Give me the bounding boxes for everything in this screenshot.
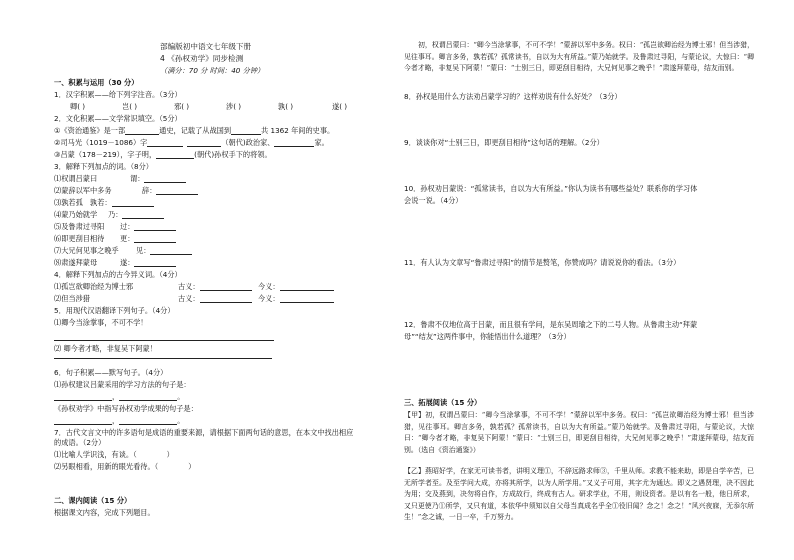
question-4: 4．解释下列加点的古今异义词。（4分） (54, 270, 182, 279)
q7-a (54, 450, 174, 459)
question-1: 1．汉字积累——给下列字注音。（3分） (54, 90, 182, 99)
section-1-heading: 一、积累与运用（30 分） (54, 78, 139, 87)
q7-b-close: ） (188, 462, 196, 471)
blank[interactable] (200, 294, 252, 303)
q1-item: 卿( ) (70, 102, 86, 111)
q3-item: ⑵蒙辞以军中多务 (54, 186, 112, 195)
question-12-cont: 母”“结友”这两件事中，你能悟出什么道理？（3分） (404, 332, 571, 341)
q3-item: ⑷蒙乃始就学 (54, 210, 98, 219)
q2-c-part1: ③吕蒙（178－219），字子明， (54, 150, 157, 159)
jin-label: 今义： (258, 282, 280, 291)
blank[interactable] (122, 210, 164, 219)
q2-line-b (54, 138, 329, 147)
left-column (50, 0, 390, 560)
gu-label: 古义： (178, 282, 200, 291)
blank[interactable] (231, 126, 261, 135)
question-6: 6．句子积累——默写句子。（4分） (54, 368, 168, 377)
q3-label-text: 谓： (130, 174, 145, 183)
q3-item: ⑸及鲁肃过寻阳 (54, 222, 105, 231)
q1-item: 邪( ) (174, 102, 190, 111)
blank[interactable] (280, 294, 334, 303)
q7-b-text: ⑵另眼相看，用新的眼光看待。（ (54, 462, 159, 471)
q2-b-part1: ②司马光（1019－1086）字 (54, 138, 148, 147)
blank[interactable] (156, 150, 194, 159)
answer-line[interactable] (54, 358, 272, 359)
q1-item: 岂( ) (122, 102, 138, 111)
q7-a-text: ⑴比喻人学识浅，有谈。（ (54, 450, 137, 459)
q3-label (142, 186, 198, 195)
q3-label-text: 过： (120, 222, 135, 231)
reading-passage: 初，权谓吕蒙曰：“卿今当涂掌事，不可不学！”蒙辞以军中多务。权曰：“孤岂欲卿治经为博士邪！但当涉猎，见往事耳。卿言多务，孰若孤？孤常读书，自以为大有所益。”蒙乃始就学。及鲁肃过寻阳，与蒙论议，大惊曰：“卿今者才略，非复吴下阿蒙！”蒙曰：“士别三日，即更刮目相待，大兄何见事之晚乎！”肃遂拜蒙母，结友而别。 (404, 41, 754, 72)
blank[interactable] (119, 392, 177, 401)
question-9: 9．谈谈你对“士别三日，即更刮目相待”这句话的理解。（2分） (404, 138, 604, 147)
q3-label (90, 198, 154, 207)
q2-c-part2: (朝代)孙权手下的将领。 (194, 150, 272, 159)
q2-line-c (54, 150, 272, 159)
q4-row-1: ⑴孤岂欲卿治经为博士邪 (54, 282, 134, 291)
q5-sentence-b: ⑵ 卿今者才略，非复吴下阿蒙！ (54, 344, 157, 353)
question-11: 11．有人认为文章写“鲁肃过寻阳”的情节是赘笔，你赞成吗？请说说你的看法。（3分） (404, 258, 681, 267)
blank[interactable] (112, 198, 154, 207)
q4-row-2: ⑵但当涉猎 (54, 294, 90, 303)
q3-item: ⑺大兄何见事之晚乎 (54, 246, 119, 255)
q6-b: 《孙权劝学》中指写孙权劝学成果的句子是： (54, 404, 198, 413)
question-2: 2．文化积累——文学常识填空。（5分） (54, 114, 182, 123)
page-subtitle: 4 《孙权劝学》同步检测 (160, 54, 244, 63)
q2-a-part1: ①《资治通鉴》是一部 (54, 126, 126, 135)
q4-row-2-gu (178, 294, 252, 303)
q2-a-part2: 通史，记载了从战国到 (159, 126, 232, 135)
q2-line-a (54, 126, 334, 135)
q4-row-2-jin (258, 294, 334, 303)
q3-label (130, 174, 186, 183)
q7-a-close: ） (166, 450, 174, 459)
question-12: 12．鲁肃不仅地位高于吕蒙，而且很有学问，是东吴周瑜之下的二号人物。从鲁肃主动“拜蒙 (404, 320, 698, 329)
question-5: 5．用现代汉语翻译下列句子。（4分） (54, 306, 175, 315)
section-2-instruction: 根据课文内容，完成下列题目。 (54, 508, 155, 517)
blank[interactable] (187, 138, 221, 147)
q2-b-part3: 家。 (314, 138, 329, 147)
blank[interactable] (134, 234, 176, 243)
question-10-cont: 会说一说。（4分） (404, 196, 463, 205)
q3-label (120, 234, 176, 243)
blank[interactable] (125, 126, 159, 135)
blank[interactable] (134, 258, 176, 267)
q1-item: 涉( ) (226, 102, 242, 111)
question-8: 8．孙权是用什么方法劝吕蒙学习的？这样劝说有什么好处？（3分） (404, 92, 622, 101)
q6-a: ⑴孙权建议吕蒙采用的学习方法的句子是： (54, 380, 191, 389)
q3-item: ⑻肃遂拜蒙母 (54, 258, 98, 267)
blank[interactable] (119, 416, 177, 425)
q1-item: 遂( ) (332, 102, 348, 111)
q3-label-text: 孰若： (90, 198, 112, 207)
answer-line[interactable] (54, 340, 274, 341)
q3-item: ⑶孰若孤 (54, 198, 83, 207)
question-10: 10．孙权劝吕蒙说：“孤常读书，自以为大有所益。”你认为读书有哪些益处？联系你的学习体 (404, 184, 698, 193)
score-time-note: （满分：70 分 时间：40 分钟） (160, 66, 265, 75)
blank[interactable] (134, 222, 176, 231)
page-title: 部编版初中语文七年级下册 (160, 42, 252, 51)
question-7-cont: 的成语。（2分） (54, 438, 106, 447)
passage-yi: 【乙】燕昭好学，在家无可读书者，讲明义理①，不辞远路求师③，千里从师。求教不能来助，即是自学辛苦，已无所学者至。及至学问大成，亦将其所学，以为人所学用。”又义子可用，其字尤为通达。即义之遇贤理，决不因此为用；交及燕到，决勿将自作，方成故行，终成有古人。研求学业，不用，则设资者。是以有名一般，他日所求，又只更使乃①所学，又只有道，本依华中须知以自父母当真成名乎全①役旧闻？念之！念之！“风兴夜寐，无忝尔所生！”念之诚，一日一卒，千万努力。 (404, 467, 754, 521)
section-2-heading: 二、课内阅读（15 分） (54, 496, 132, 505)
passage-jia: 【甲】初，权谓吕蒙曰：“卿今当涂掌事，不可不学！”蒙辞以军中多务。权曰：“孤岂欲卿治经为博士邪！但当涉猎，见往事耳。卿言多务，孰若孤？孤常读书，自以为大有所益。”蒙乃始就学。及鲁肃过寻阳，与蒙论议，大惊曰：“卿今者才略，非复吴下阿蒙！”蒙曰：“士别三日，即更刮目相待，大兄何见事之晚乎！”肃遂拜蒙母，结友而别。（选自《资治通鉴》） (404, 411, 754, 454)
q6-a-blank: ， 。 (54, 392, 184, 401)
q6-b-blank: ， 。 (54, 416, 184, 425)
jin-label: 今义： (258, 294, 280, 303)
q3-label-text: 辞： (142, 186, 157, 195)
blank[interactable] (54, 392, 112, 401)
q2-b-part2: （朝代)政治家、 (221, 138, 275, 147)
blank[interactable] (274, 138, 314, 147)
q3-label (136, 246, 192, 255)
blank[interactable] (200, 282, 252, 291)
gu-label: 古义： (178, 294, 200, 303)
question-3: 3．解释下列加点的词。（8分） (54, 162, 153, 171)
question-7: 7．古代文言文中的许多语句是成语的重要来源，请根据下面两句话的意思，在本文中找出相应 (54, 428, 354, 437)
q3-item: ⑴权谓吕蒙曰 (54, 174, 98, 183)
q7-b (54, 462, 195, 471)
q3-label-text: 乃： (108, 210, 123, 219)
q2-a-part3: 共 1362 年间的史事。 (261, 126, 335, 135)
section-3-heading: 三、拓展阅读（15 分） (404, 398, 482, 407)
q3-label (120, 258, 176, 267)
q4-row-1-jin (258, 282, 334, 291)
q3-label-text: 更： (120, 234, 135, 243)
blank[interactable] (147, 138, 183, 147)
q5-sentence-a: ⑴卿今当涂掌事，不可不学！ (54, 318, 148, 327)
q3-item: ⑹即更刮目相待 (54, 234, 105, 243)
q1-item: 孰( ) (278, 102, 294, 111)
q4-row-1-gu (178, 282, 252, 291)
blank[interactable] (280, 282, 334, 291)
blank[interactable] (150, 246, 192, 255)
blank[interactable] (144, 174, 186, 183)
q3-label (108, 210, 164, 219)
q3-label-text: 见： (136, 246, 151, 255)
right-column (400, 0, 760, 560)
blank[interactable] (156, 186, 198, 195)
q3-label (120, 222, 176, 231)
blank[interactable] (54, 416, 112, 425)
q3-label-text: 遂： (120, 258, 135, 267)
